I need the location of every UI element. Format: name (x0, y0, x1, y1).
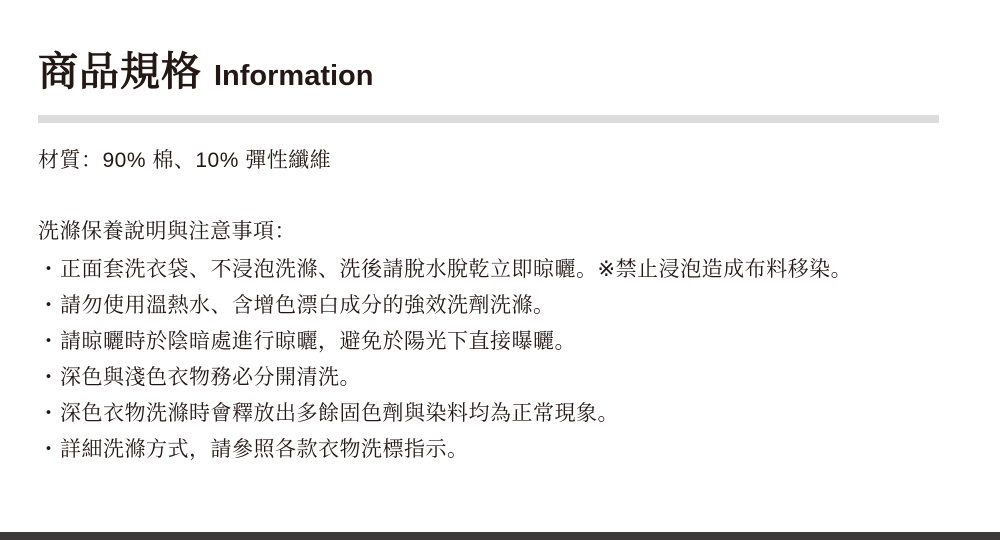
material-line: 材質：90% 棉、10% 彈性纖維 (38, 149, 332, 172)
bullet-icon: ・ (38, 330, 60, 353)
care-instructions-list (38, 252, 962, 468)
list-item-text: 深色與淺色衣物務必分開清洗。 (60, 366, 361, 389)
list-item-text: 詳細洗滌方式，請參照各款衣物洗標指示。 (60, 438, 469, 461)
section-footer-bar (0, 532, 1000, 540)
list-item-text: 請勿使用溫熱水、含增色漂白成分的強效洗劑洗滌。 (60, 294, 555, 317)
list-item (38, 252, 962, 288)
list-item (38, 288, 962, 324)
list-item (38, 360, 962, 396)
title-divider (38, 115, 939, 123)
list-item-text: 深色衣物洗滌時會釋放出多餘固色劑與染料均為正常現象。 (60, 402, 619, 425)
bullet-icon: ・ (38, 402, 60, 425)
list-item (38, 432, 962, 468)
list-item-text: 請晾曬時於陰暗處進行晾曬，避免於陽光下直接曝曬。 (60, 330, 576, 353)
page-title-zh: 商品規格 (38, 50, 202, 94)
list-item (38, 324, 962, 360)
care-instructions-heading: 洗滌保養說明與注意事項： (38, 220, 296, 243)
list-item (38, 396, 962, 432)
page-title-en: Information (214, 60, 374, 92)
page-title (38, 46, 962, 102)
bullet-icon: ・ (38, 258, 60, 281)
bullet-icon: ・ (38, 294, 60, 317)
bullet-icon: ・ (38, 366, 60, 389)
list-item-text: 正面套洗衣袋、不浸泡洗滌、洗後請脫水脫乾立即晾曬。※禁止浸泡造成布料移染。 (60, 258, 853, 281)
bullet-icon: ・ (38, 438, 60, 461)
